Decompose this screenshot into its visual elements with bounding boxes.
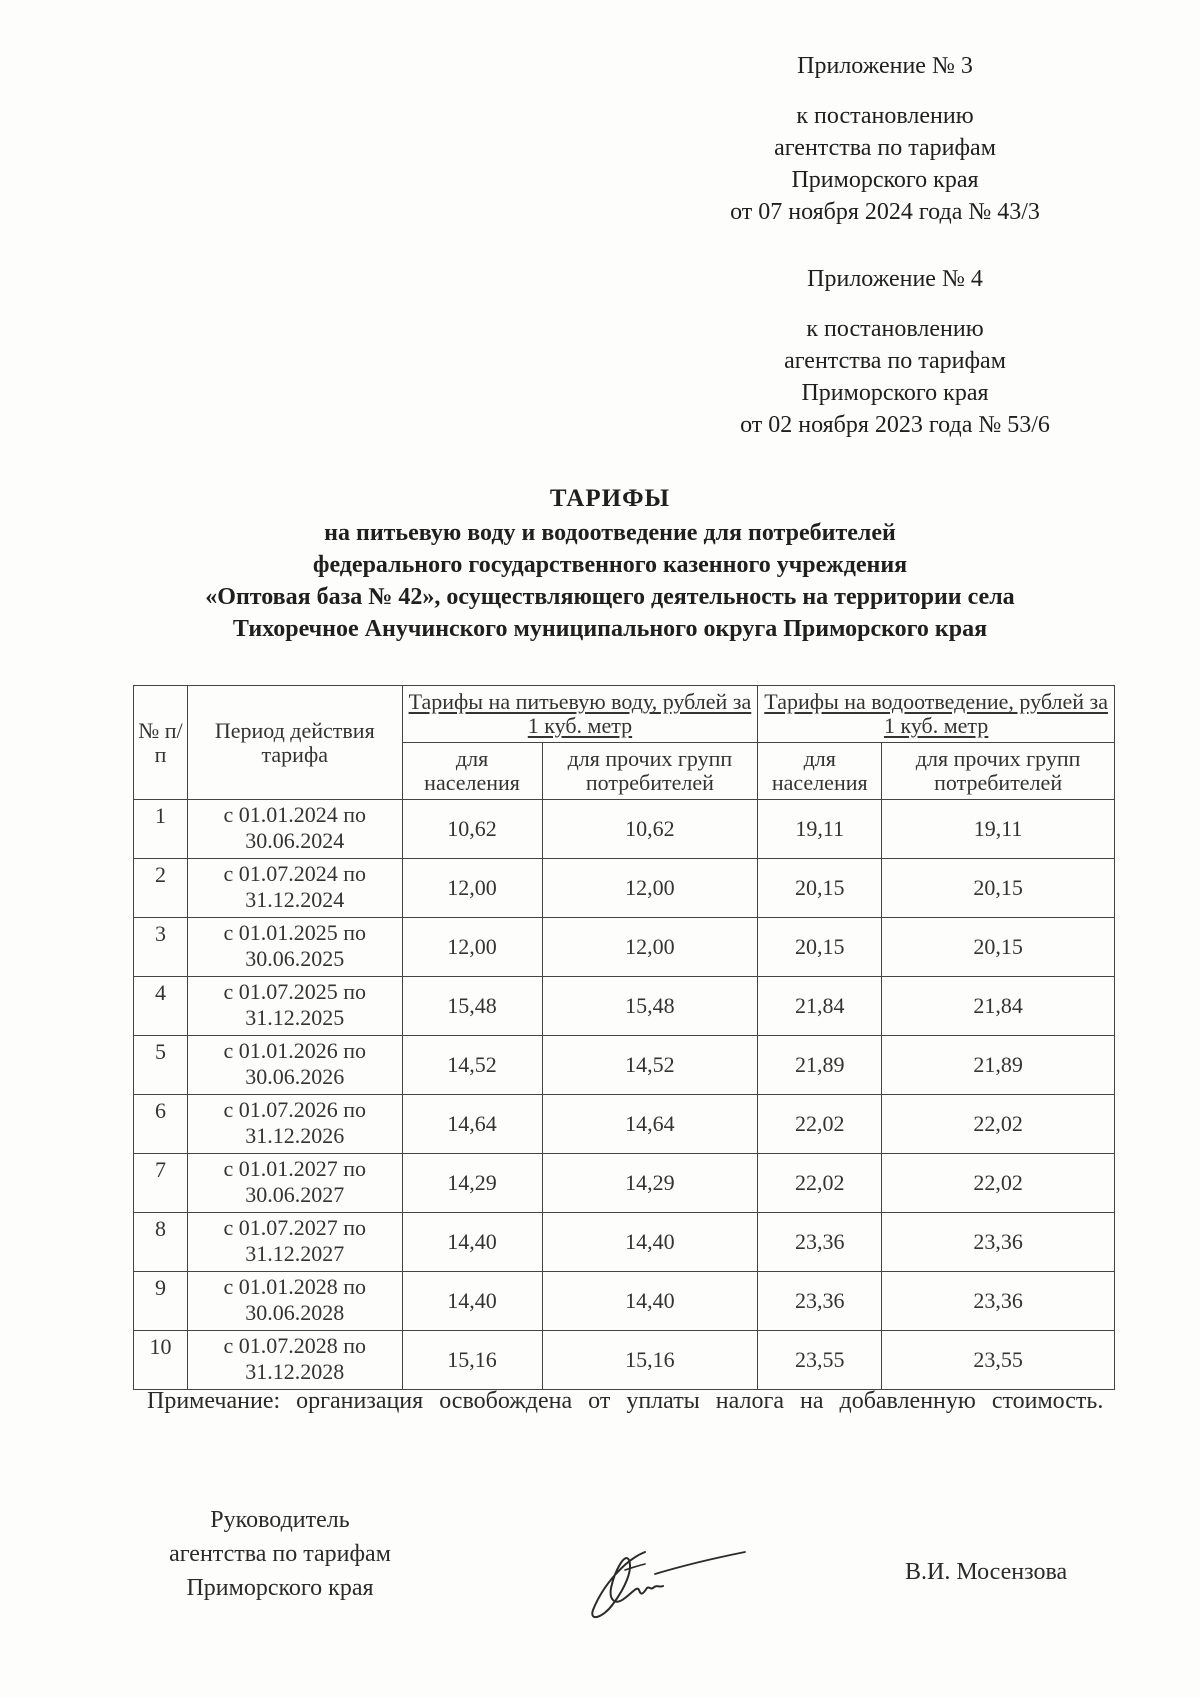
title-main: ТАРИФЫ: [549, 485, 671, 512]
row-num: 8: [134, 1213, 188, 1272]
row-period: с 01.01.2024 по 30.06.2024: [187, 800, 402, 859]
row-sewer-population: 20,15: [758, 918, 882, 977]
row-water-other: 10,62: [542, 800, 758, 859]
row-sewer-other: 21,89: [882, 1036, 1115, 1095]
title-line2: федерального государственного казенного учреждения: [312, 552, 908, 578]
row-sewer-population: 21,89: [758, 1036, 882, 1095]
appendix-4-heading: Приложение № 4: [807, 266, 983, 292]
row-water-other: 12,00: [542, 859, 758, 918]
appendix-3-heading: Приложение № 3: [797, 53, 973, 79]
appendix-3-header: [720, 50, 1050, 228]
row-num: 4: [134, 977, 188, 1036]
row-water-other: 14,29: [542, 1154, 758, 1213]
row-period: с 01.01.2025 по 30.06.2025: [187, 918, 402, 977]
row-period: с 01.07.2027 по 31.12.2027: [187, 1213, 402, 1272]
row-sewer-other: 23,36: [882, 1272, 1115, 1331]
header-water-other: для прочих групп потребителей: [542, 743, 758, 800]
row-water-population: 15,48: [402, 977, 542, 1036]
row-sewer-other: 20,15: [882, 859, 1115, 918]
appendix-3-line2: агентства по тарифам: [774, 135, 996, 161]
row-sewer-other: 22,02: [882, 1154, 1115, 1213]
row-water-population: 14,40: [402, 1213, 542, 1272]
header-sewer-group-label: Тарифы на водоотведение, рублей за 1 куб. метр: [764, 689, 1108, 738]
note-text-content: Примечание: организация освобождена от уплаты налога на добавленную стоимость.: [147, 1388, 1104, 1414]
header-sewer-group: [758, 686, 1115, 743]
signer-name: В.И. Мосензова: [905, 1559, 1068, 1585]
row-water-population: 15,16: [402, 1331, 542, 1390]
title-line3: «Оптовая база № 42», осуществляющего деятельность на территории села: [205, 584, 1015, 610]
row-period: с 01.07.2028 по 31.12.2028: [187, 1331, 402, 1390]
signature-image: [585, 1530, 755, 1630]
row-water-other: 15,48: [542, 977, 758, 1036]
row-water-population: 14,29: [402, 1154, 542, 1213]
row-num: 3: [134, 918, 188, 977]
row-period: с 01.01.2026 по 30.06.2026: [187, 1036, 402, 1095]
row-water-population: 12,00: [402, 859, 542, 918]
row-sewer-other: 19,11: [882, 800, 1115, 859]
row-num: 2: [134, 859, 188, 918]
header-period: Период действия тарифа: [187, 686, 402, 800]
row-num: 1: [134, 800, 188, 859]
row-sewer-other: 23,55: [882, 1331, 1115, 1390]
row-water-other: 14,40: [542, 1213, 758, 1272]
row-sewer-population: 23,55: [758, 1331, 882, 1390]
row-period: с 01.01.2027 по 30.06.2027: [187, 1154, 402, 1213]
row-sewer-population: 19,11: [758, 800, 882, 859]
row-sewer-population: 23,36: [758, 1213, 882, 1272]
row-water-other: 15,16: [542, 1331, 758, 1390]
header-water-population: для населения: [402, 743, 542, 800]
row-sewer-other: 23,36: [882, 1213, 1115, 1272]
row-water-population: 10,62: [402, 800, 542, 859]
header-water-group-label: Тарифы на питьевую воду, рублей за 1 куб. метр: [408, 689, 752, 738]
signer-line1: Руководитель: [210, 1507, 350, 1533]
header-water-group: [402, 686, 758, 743]
table-row: [134, 859, 1115, 918]
row-sewer-population: 22,02: [758, 1095, 882, 1154]
row-water-other: 14,52: [542, 1036, 758, 1095]
row-water-population: 14,40: [402, 1272, 542, 1331]
table-row: [134, 918, 1115, 977]
header-num: № п/п: [134, 686, 188, 800]
appendix-4-date: от 02 ноября 2023 года № 53/6: [740, 412, 1050, 438]
row-sewer-other: 21,84: [882, 977, 1115, 1036]
table-row: [134, 1272, 1115, 1331]
appendix-3-line3: Приморского края: [791, 167, 979, 193]
row-num: 7: [134, 1154, 188, 1213]
signer-line3: Приморского края: [186, 1575, 374, 1601]
row-num: 10: [134, 1331, 188, 1390]
table-row: [134, 800, 1115, 859]
row-water-other: 14,40: [542, 1272, 758, 1331]
table-row: [134, 1331, 1115, 1390]
signer-title: [140, 1503, 420, 1605]
title-line1: на питьевую воду и водоотведение для потребителей: [324, 520, 896, 546]
header-sewer-population: для населения: [758, 743, 882, 800]
row-water-population: 14,52: [402, 1036, 542, 1095]
appendix-3-date: от 07 ноября 2024 года № 43/3: [730, 199, 1040, 225]
row-sewer-population: 20,15: [758, 859, 882, 918]
row-water-population: 14,64: [402, 1095, 542, 1154]
row-period: с 01.07.2025 по 31.12.2025: [187, 977, 402, 1036]
row-num: 9: [134, 1272, 188, 1331]
row-num: 5: [134, 1036, 188, 1095]
table-row: [134, 977, 1115, 1036]
row-water-other: 12,00: [542, 918, 758, 977]
row-sewer-other: 22,02: [882, 1095, 1115, 1154]
header-sewer-other: для прочих групп потребителей: [882, 743, 1115, 800]
row-period: с 01.01.2028 по 30.06.2028: [187, 1272, 402, 1331]
row-period: с 01.07.2026 по 31.12.2026: [187, 1095, 402, 1154]
title-line4: Тихоречное Анучинского муниципального округа Приморского края: [232, 616, 988, 642]
row-sewer-population: 23,36: [758, 1272, 882, 1331]
table-row: [134, 1154, 1115, 1213]
row-water-population: 12,00: [402, 918, 542, 977]
note-text: [147, 1384, 1113, 1418]
row-period: с 01.07.2024 по 31.12.2024: [187, 859, 402, 918]
row-sewer-population: 22,02: [758, 1154, 882, 1213]
appendix-4-header: [730, 263, 1060, 441]
table-row: [134, 1095, 1115, 1154]
table-row: [134, 1036, 1115, 1095]
row-sewer-population: 21,84: [758, 977, 882, 1036]
row-water-other: 14,64: [542, 1095, 758, 1154]
appendix-4-line3: Приморского края: [801, 380, 989, 406]
document-title: [110, 483, 1110, 645]
appendix-4-line1: к постановлению: [806, 316, 984, 342]
tariff-table: [133, 685, 1115, 1390]
appendix-3-line1: к постановлению: [796, 103, 974, 129]
table-row: [134, 1213, 1115, 1272]
appendix-4-line2: агентства по тарифам: [784, 348, 1006, 374]
row-sewer-other: 20,15: [882, 918, 1115, 977]
signer-line2: агентства по тарифам: [169, 1541, 391, 1567]
row-num: 6: [134, 1095, 188, 1154]
